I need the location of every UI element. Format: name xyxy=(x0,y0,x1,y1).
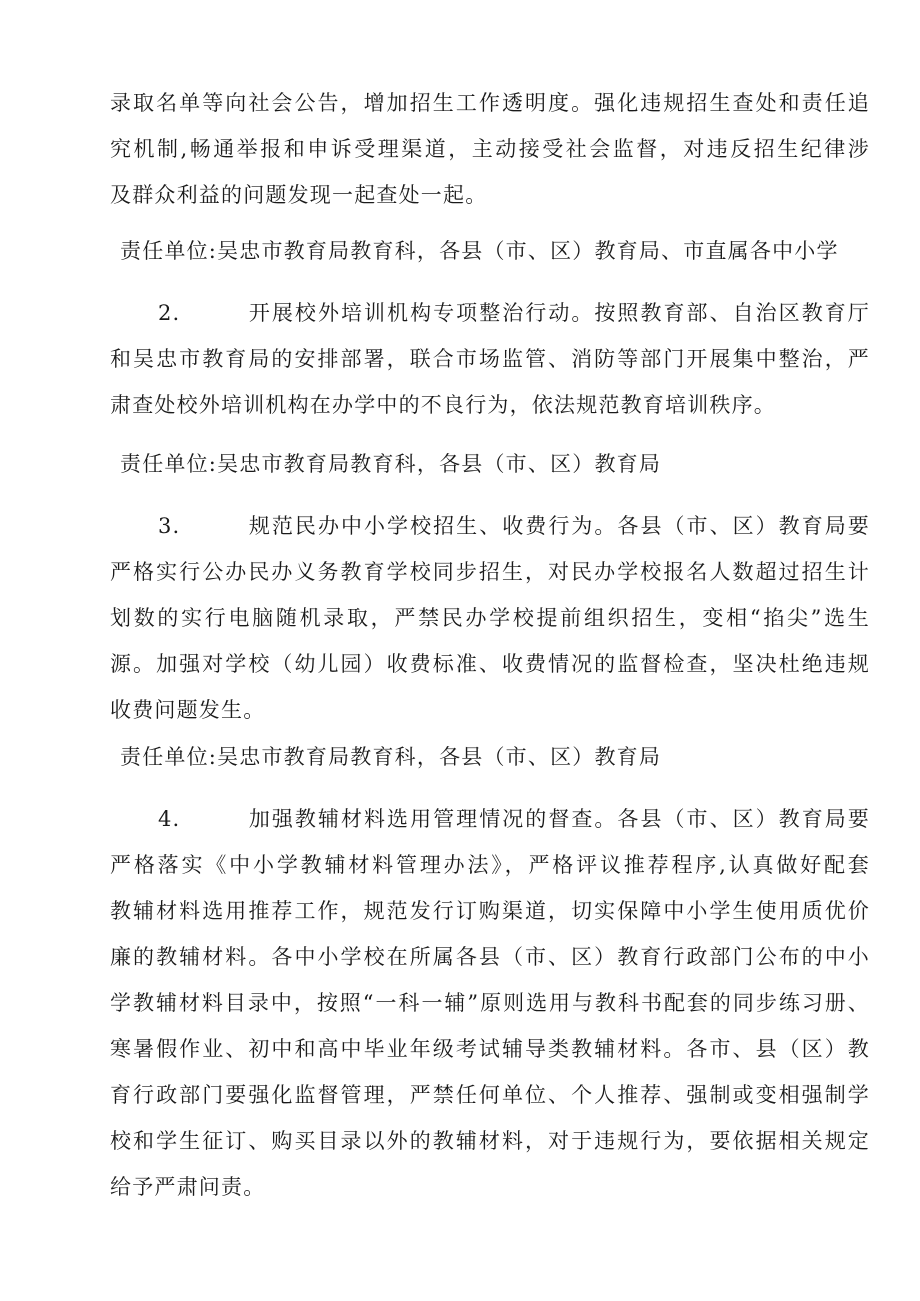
text-line: 收费问题发生。 xyxy=(110,698,266,722)
text-line xyxy=(110,290,870,336)
text-line: 肃查处校外培训机构在办学中的不良行为，依法规范教育培训秩序。 xyxy=(110,393,776,417)
text-line: 学教辅材料目录中，按照“一科一辅”原则选用与教科书配套的同步练习册、 xyxy=(110,991,870,1015)
text-line: 录取名单等向社会公告，增加招生工作透明度。强化违规招生查处和责任追 xyxy=(110,91,870,115)
text-line: 及群众利益的问题发现一起查处一起。 xyxy=(110,183,488,207)
text-line: 源。加强对学校（幼儿园）收费标准、收费情况的监督检查，坚决杜绝违规 xyxy=(110,652,870,676)
text-line: 给予严肃问责。 xyxy=(110,1175,266,1199)
item-number: 3. xyxy=(158,514,181,538)
item-2-paragraph xyxy=(110,290,870,428)
item-number: 4. xyxy=(158,807,181,831)
item-4-paragraph xyxy=(110,796,870,1210)
text-line: 廉的教辅材料。各中小学校在所属各县（市、区）教育行政部门公布的中小 xyxy=(110,945,870,969)
text-line: 校和学生征订、购买目录以外的教辅材料，对于违规行为，要依据相关规定 xyxy=(110,1129,870,1153)
responsible-unit-1: 责任单位:吴忠市教育局教育科，各县（市、区）教育局、市直属各中小学 xyxy=(120,239,839,263)
text-line: 寒暑假作业、初中和高中毕业年级考试辅导类教辅材料。各市、县（区）教 xyxy=(110,1037,870,1061)
item-3-lead: 规范民办中小学校招生、收费行为。各县（市、区）教育局要 xyxy=(248,514,870,538)
paragraph-continuation xyxy=(110,80,870,218)
text-line xyxy=(110,503,870,549)
text-line: 究机制,畅通举报和申诉受理渠道，主动接受社会监督，对违反招生纪律涉 xyxy=(110,137,870,161)
responsible-unit-3: 责任单位:吴忠市教育局教育科，各县（市、区）教育局 xyxy=(120,745,662,769)
item-4-lead: 加强教辅材料选用管理情况的督查。各县（市、区）教育局要 xyxy=(248,807,870,831)
text-line: 划数的实行电脑随机录取，严禁民办学校提前组织招生，变相“掐尖”选生 xyxy=(110,606,870,630)
responsible-unit-2: 责任单位:吴忠市教育局教育科，各县（市、区）教育局 xyxy=(120,452,662,476)
item-3-paragraph xyxy=(110,503,870,733)
text-line: 育行政部门要强化监督管理，严禁任何单位、个人推荐、强制或变相强制学 xyxy=(110,1083,870,1107)
text-line: 严格实行公办民办义务教育学校同步招生，对民办学校报名人数超过招生计 xyxy=(110,560,870,584)
text-line: 教辅材料选用推荐工作，规范发行订购渠道，切实保障中小学生使用质优价 xyxy=(110,899,870,923)
text-line: 严格落实《中小学教辅材料管理办法》，严格评议推荐程序,认真做好配套 xyxy=(110,853,870,877)
text-line: 和吴忠市教育局的安排部署，联合市场监管、消防等部门开展集中整治，严 xyxy=(110,347,870,371)
item-2-lead: 开展校外培训机构专项整治行动。按照教育部、自治区教育厅 xyxy=(248,301,870,325)
item-number: 2. xyxy=(158,301,181,325)
text-line xyxy=(110,796,870,842)
